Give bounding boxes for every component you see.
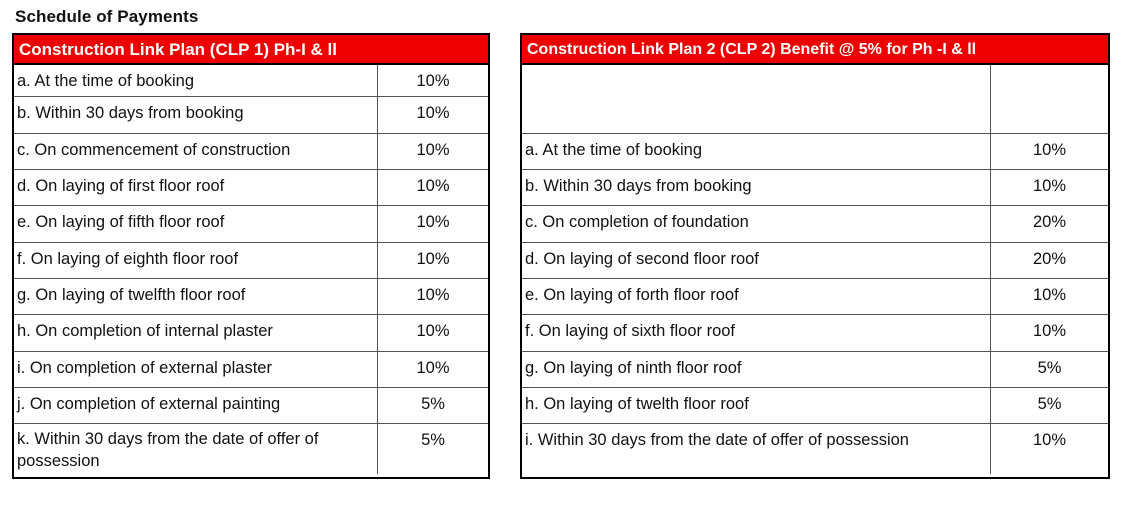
stage-label: a. At the time of booking (14, 65, 378, 96)
stage-label (522, 65, 991, 133)
table-row (522, 243, 1108, 279)
stage-percentage: 5% (421, 431, 445, 449)
table-row (14, 424, 488, 474)
table-row (14, 206, 488, 243)
stage-percentage: 5% (1037, 395, 1062, 413)
table-row (522, 315, 1108, 352)
stage-percentage: 10% (416, 359, 450, 377)
stage-percentage: 10% (416, 286, 450, 304)
stage-percentage: 5% (1037, 359, 1062, 377)
table-row (522, 279, 1108, 315)
stage-label: a. At the time of booking (522, 134, 991, 169)
table-row (522, 170, 1108, 206)
stage-percentage: 10% (416, 104, 450, 122)
stage-label: f. On laying of eighth floor roof (14, 243, 378, 278)
table-row (14, 243, 488, 279)
stage-label: h. On laying of twelth floor roof (522, 388, 991, 423)
table-row (14, 388, 488, 424)
table-row (522, 206, 1108, 243)
stage-label: d. On laying of second floor roof (522, 243, 991, 278)
table-row-empty (522, 65, 1108, 134)
table-row (522, 134, 1108, 170)
table-row (14, 352, 488, 388)
clp2-table-header: Construction Link Plan 2 (CLP 2) Benefit @ 5% for Ph -I & ll (522, 35, 1108, 65)
stage-label: j. On completion of external painting (14, 388, 378, 423)
stage-label: i. Within 30 days from the date of offer of possession (522, 424, 991, 474)
stage-percentage: 20% (1032, 213, 1067, 231)
stage-percentage: 10% (1032, 322, 1067, 340)
stage-label: e. On laying of fifth floor roof (14, 206, 378, 242)
table-row (14, 65, 488, 97)
table-row (522, 388, 1108, 424)
stage-label: d. On laying of first floor roof (14, 170, 378, 205)
stage-percentage: 10% (416, 141, 450, 159)
stage-percentage: 10% (416, 213, 450, 231)
table-row (14, 315, 488, 352)
table-row (14, 97, 488, 134)
stage-percentage: 20% (1032, 250, 1067, 268)
stage-label: g. On laying of twelfth floor roof (14, 279, 378, 314)
table-row (522, 424, 1108, 474)
stage-label: g. On laying of ninth floor roof (522, 352, 991, 387)
stage-percentage: 10% (1032, 431, 1067, 449)
stage-percentage: 5% (421, 395, 445, 413)
stage-label: h. On completion of internal plaster (14, 315, 378, 351)
stage-percentage: 10% (1032, 177, 1067, 195)
clp1-table (12, 33, 490, 479)
clp2-table (520, 33, 1110, 479)
stage-label: b. Within 30 days from booking (522, 170, 991, 205)
clp1-table-header: Construction Link Plan (CLP 1) Ph-I & ll (14, 35, 488, 65)
stage-percentage: 10% (416, 322, 450, 340)
stage-percentage: 10% (416, 177, 450, 195)
stage-label: e. On laying of forth floor roof (522, 279, 991, 314)
stage-label: c. On commencement of construction (14, 134, 378, 169)
stage-label: f. On laying of sixth floor roof (522, 315, 991, 351)
page-title: Schedule of Payments (15, 7, 199, 26)
table-row (14, 279, 488, 315)
stage-percentage: 10% (1032, 286, 1067, 304)
stage-label: b. Within 30 days from booking (14, 97, 378, 133)
stage-percentage: 10% (1032, 141, 1067, 159)
stage-percentage: 10% (416, 250, 450, 268)
table-row (14, 170, 488, 206)
stage-label: k. Within 30 days from the date of offer of possession (14, 424, 378, 474)
stage-percentage (991, 65, 1108, 133)
table-row (14, 134, 488, 170)
stage-label: c. On completion of foundation (522, 206, 991, 242)
stage-percentage: 10% (416, 72, 450, 90)
table-row (522, 352, 1108, 388)
stage-label: i. On completion of external plaster (14, 352, 378, 387)
